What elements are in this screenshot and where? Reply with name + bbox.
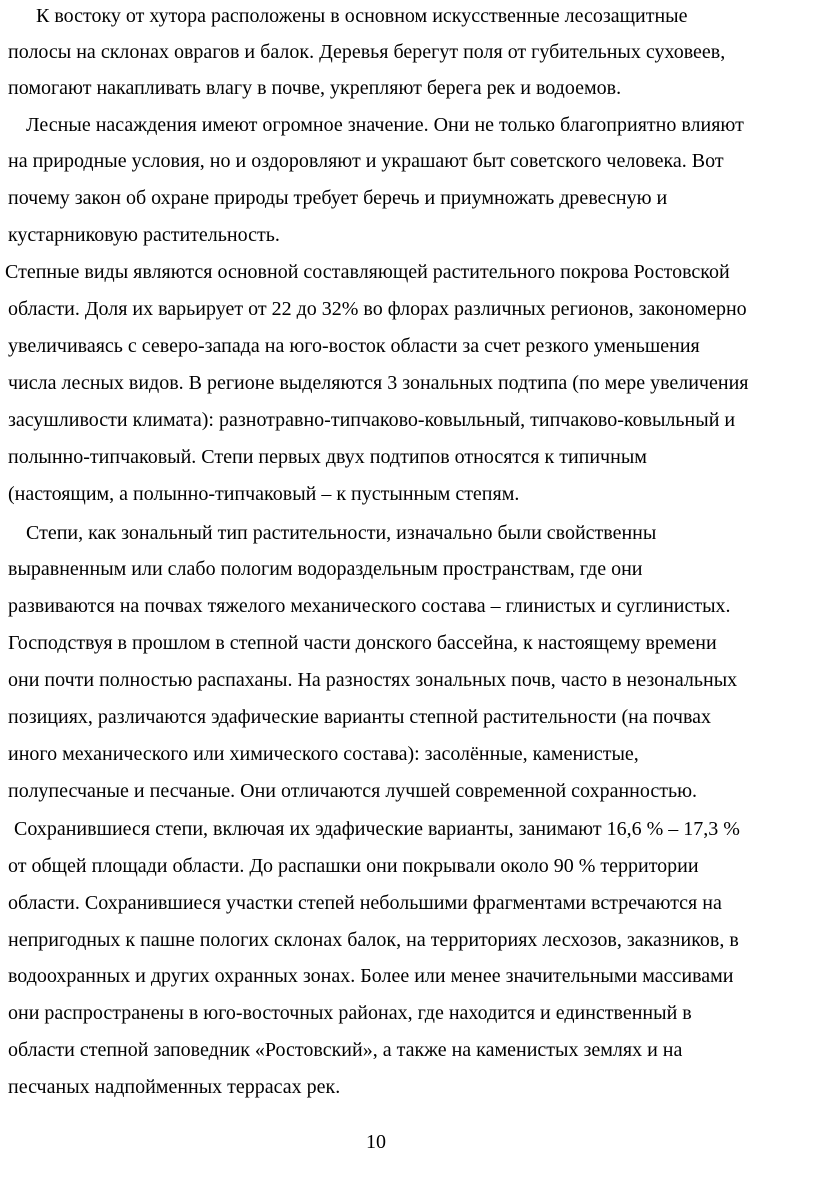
text-line: Лесные насаждения имеют огромное значение. Они не только благоприятно влияют	[26, 114, 744, 136]
text-line: К востоку от хутора расположены в основном искусственные лесозащитные	[36, 5, 688, 27]
text-line: Сохранившиеся степи, включая их эдафические варианты, занимают 16,6 % – 17,3 %	[14, 818, 740, 840]
text-line: области. Сохранившиеся участки степей небольшими фрагментами встречаются на	[8, 892, 722, 914]
text-line: Степи, как зональный тип растительности, изначально были свойственны	[26, 522, 657, 544]
text-line: помогают накапливать влагу в почве, укрепляют берега рек и водоемов.	[8, 77, 622, 99]
page-number: 10	[366, 1131, 386, 1153]
text-line: они распространены в юго-восточных районах, где находится и единственный в	[8, 1002, 692, 1024]
text-line: Степные виды являются основной составляющей растительного покрова Ростовской	[5, 261, 730, 283]
text-line: почему закон об охране природы требует беречь и приумножать древесную и	[8, 187, 668, 209]
text-line: позициях, различаются эдафические варианты степной растительности (на почвах	[8, 706, 712, 728]
text-line: непригодных к пашне пологих склонах балок, на территориях лесхозов, заказников, в	[8, 929, 739, 951]
text-line: области. Доля их варьирует от 22 до 32% во флорах различных регионов, закономерно	[8, 298, 747, 320]
text-line: (настоящим, а полынно-типчаковый – к пустынным степям.	[8, 483, 520, 505]
text-line: полупесчаные и песчаные. Они отличаются лучшей современной сохранностью.	[8, 780, 698, 802]
text-line: водоохранных и других охранных зонах. Более или менее значительными массивами	[8, 965, 734, 987]
text-line: на природные условия, но и оздоровляют и украшают быт советского человека. Вот	[8, 150, 724, 172]
text-line: они почти полностью распаханы. На разностях зональных почв, часто в незональных	[8, 669, 738, 691]
text-line: засушливости климата): разнотравно-типчаково-ковыльный, типчаково-ковыльный и	[8, 409, 736, 431]
text-line: полынно-типчаковый. Степи первых двух подтипов относятся к типичным	[8, 446, 647, 468]
text-line: полосы на склонах оврагов и балок. Деревья берегут поля от губительных суховеев,	[8, 41, 726, 63]
text-line: от общей площади области. До распашки они покрывали около 90 % территории	[8, 855, 699, 877]
text-line: выравненным или слабо пологим водораздельным пространствам, где они	[8, 558, 643, 580]
text-line: числа лесных видов. В регионе выделяются 3 зональных подтипа (по мере увеличения	[8, 372, 749, 394]
text-line: песчаных надпойменных террасах рек.	[8, 1076, 341, 1098]
text-line: увеличиваясь с северо-запада на юго-восток области за счет резкого уменьшения	[8, 335, 700, 357]
text-line: иного механического или химического состава): засолённые, каменистые,	[8, 743, 639, 765]
text-line: Господствуя в прошлом в степной части донского бассейна, к настоящему времени	[8, 632, 717, 654]
text-line: кустарниковую растительность.	[8, 224, 280, 246]
text-line: области степной заповедник «Ростовский», а также на каменистых землях и на	[8, 1039, 683, 1061]
text-line: развиваются на почвах тяжелого механического состава – глинистых и суглинистых.	[8, 595, 731, 617]
